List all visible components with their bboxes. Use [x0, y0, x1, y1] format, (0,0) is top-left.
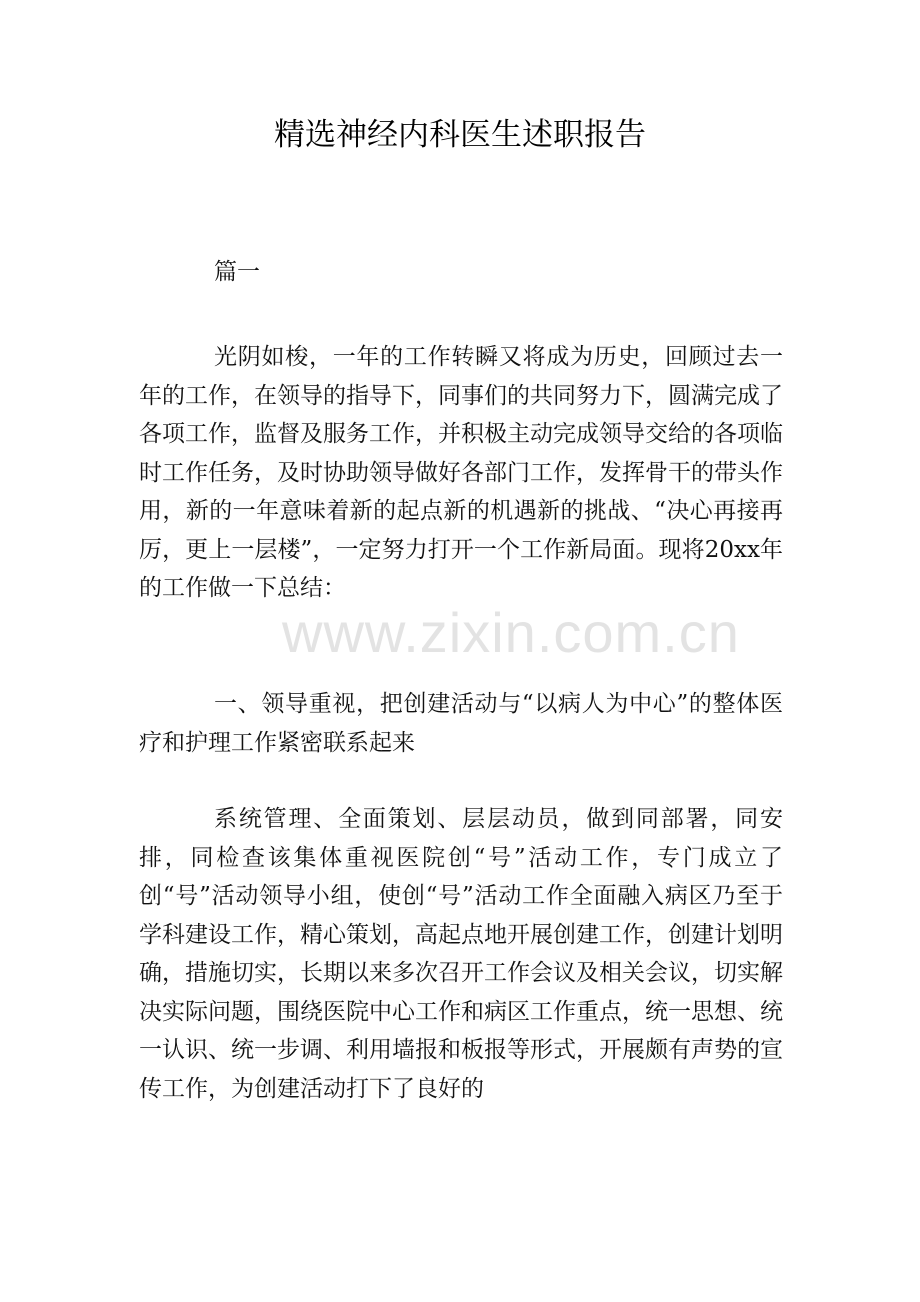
paragraph-intro: 光阴如梭，一年的工作转瞬又将成为历史，回顾过去一年的工作，在领导的指导下，同事们的共同努力下，圆满完成了各项工作，监督及服务工作，并积极主动完成领导交给的各项临时工作任务，及时协助领导做好各部门工作，发挥骨干的带头作用，新的一年意味着新的起点新的机遇新的挑战、“决心再接再厉，更上一层楼”，一定努力打开一个工作新局面。现将20xx年的工作做一下总结：: [139, 344, 783, 601]
document-title: 精选神经内科医生述职报告: [274, 117, 646, 153]
section-label: 篇一: [214, 259, 260, 285]
watermark: www.zixin.com.cn: [282, 601, 740, 664]
paragraph-body: 系统管理、全面策划、层层动员，做到同部署，同安排，同检查该集体重视医院创“号”活动工作，专门成立了创“号”活动领导小组，使创“号”活动工作全面融入病区乃至于学科建设工作，精心策划，高起点地开展创建工作，创建计划明确，措施切实，长期以来多次召开工作会议及相关会议，切实解决实际问题，围绕医院中心工作和病区工作重点，统一思想、统一认识、统一步调、利用墙报和板报等形式，开展颇有声势的宣传工作，为创建活动打下了良好的: [139, 806, 783, 1102]
paragraph-heading-one: 一、领导重视，把创建活动与“以病人为中心”的整体医疗和护理工作紧密联系起来: [139, 691, 783, 756]
